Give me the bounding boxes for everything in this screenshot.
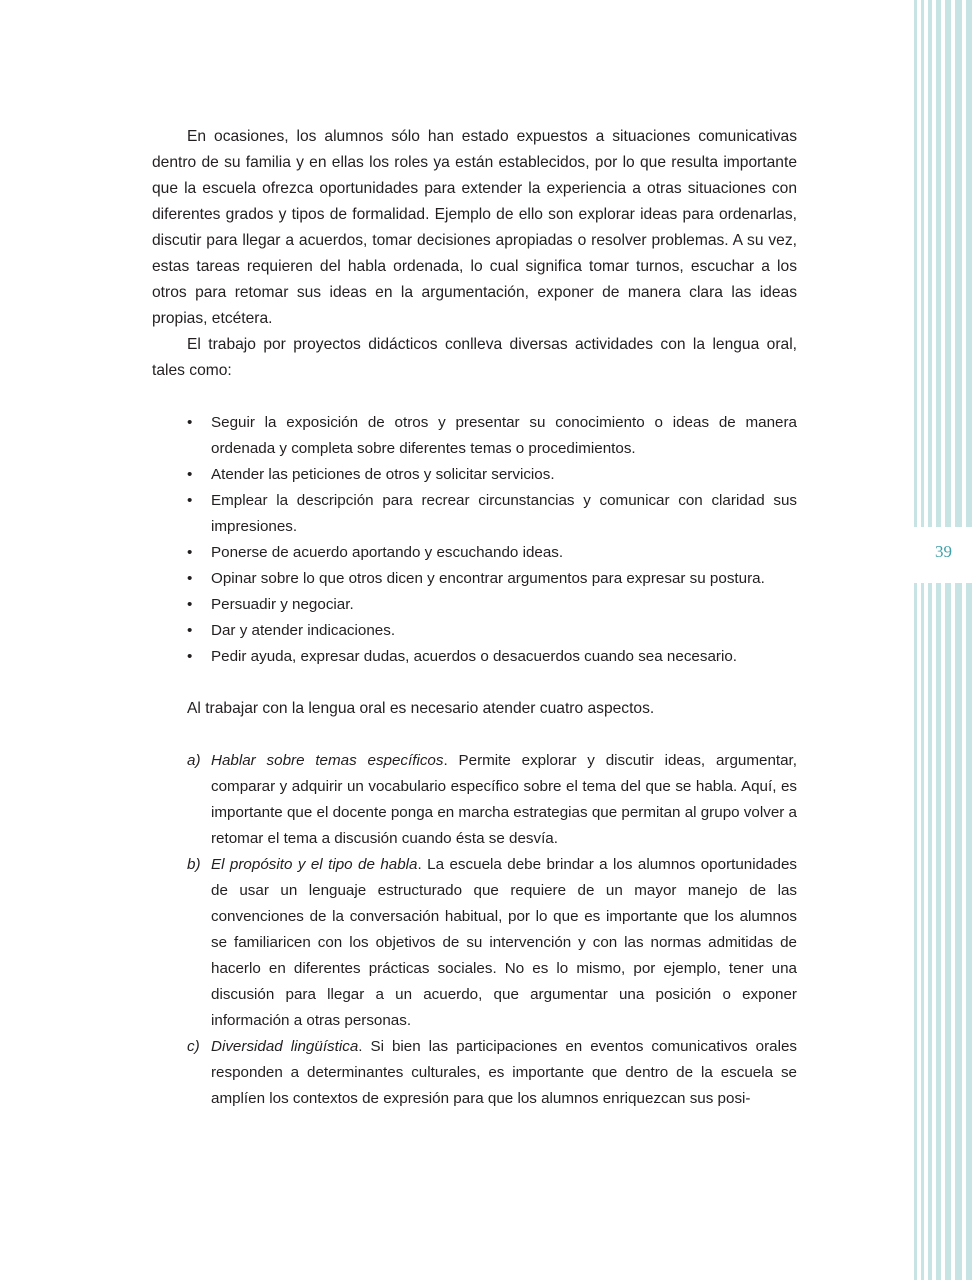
aspect-item [152, 1034, 797, 1112]
aspect-text: . Permite explorar y discutir ideas, argumentar, comparar y adquirir un vocabulario específico sobre el tema del que se habla. Aquí, es importante que el docente ponga en marcha estrategias que permitan al grupo volver a retomar el tema a discusión cuando ésta se desvía. [211, 752, 797, 847]
bullet-icon: • [187, 596, 193, 613]
aspects-list [152, 748, 797, 1112]
aspect-marker: b) [187, 856, 201, 873]
list-item: • Seguir la exposición de otros y presentar su conocimiento o ideas de manera ordenada y completa sobre diferentes temas o procedimientos. [152, 410, 797, 462]
bullet-icon: • [187, 414, 193, 431]
bullet-icon: • [187, 466, 193, 483]
aspect-term: El propósito y el tipo de habla [211, 856, 418, 873]
list-item: • Emplear la descripción para recrear circunstancias y comunicar con claridad sus impresiones. [152, 488, 797, 540]
aspect-term: Diversidad lingüística [211, 1038, 359, 1055]
paragraph: En ocasiones, los alumnos sólo han estado expuestos a situaciones comunicativas dentro de su familia y en ellas los roles ya están establecidos, por lo que resulta importante que la escuela ofrezca oportunidades para extender la experiencia a otras situaciones con diferentes grados y tipos de formalidad. Ejemplo de ello son explorar ideas para ordenarlas, discutir para llegar a acuerdos, tomar decisiones apropiadas o resolver problemas. A su vez, estas tareas requieren del habla ordenada, lo cual significa tomar turnos, escuchar a los otros para retomar sus ideas en la argumentación, exponer de manera clara las ideas propias, etcétera. [152, 128, 797, 327]
paragraph: Al trabajar con la lengua oral es necesario atender cuatro aspectos. [187, 700, 655, 717]
list-item: • Persuadir y negociar. [152, 592, 797, 618]
bullet-icon: • [187, 570, 193, 587]
list-item: • Atender las peticiones de otros y solicitar servicios. [152, 462, 797, 488]
list-item: • Ponerse de acuerdo aportando y escuchando ideas. [152, 540, 797, 566]
decorative-stripes [914, 0, 972, 1280]
aspect-text: . La escuela debe brindar a los alumnos oportunidades de usar un lenguaje estructurado que requiere de un mayor manejo de las convenciones de la conversación habitual, por lo que es importante que los alumnos se familiaricen con los objetivos de su intervención y con las normas admitidas de hacerlo en diferentes prácticas sociales. No es lo mismo, por ejemplo, tener una discusión para llegar a un acuerdo, que argumentar una posición o exponer información a otras personas. [211, 856, 797, 1029]
activities-list [152, 410, 797, 670]
list-item: • Pedir ayuda, expresar dudas, acuerdos o desacuerdos cuando sea necesario. [152, 644, 797, 670]
aspect-item [152, 748, 797, 852]
page-number: 39 [935, 542, 952, 561]
bullet-icon: • [187, 492, 193, 509]
aspect-marker: c) [187, 1038, 200, 1055]
aspect-term: Hablar sobre temas específicos [211, 752, 444, 769]
aspect-text: . Si bien las participaciones en eventos comunicativos orales responden a determinantes culturales, es importante que dentro de la escuela se amplíen los contextos de expresión para que los alumnos enriquezcan sus posi- [211, 1038, 797, 1107]
bullet-icon: • [187, 648, 193, 665]
bullet-icon: • [187, 544, 193, 561]
bullet-icon: • [187, 622, 193, 639]
page-body [152, 124, 797, 1112]
list-item: • Opinar sobre lo que otros dicen y encontrar argumentos para expresar su postura. [152, 566, 797, 592]
list-item: • Dar y atender indicaciones. [152, 618, 797, 644]
aspect-item [152, 852, 797, 1034]
aspect-marker: a) [187, 752, 201, 769]
paragraph: El trabajo por proyectos didácticos conlleva diversas actividades con la lengua oral, tales como: [152, 336, 797, 379]
